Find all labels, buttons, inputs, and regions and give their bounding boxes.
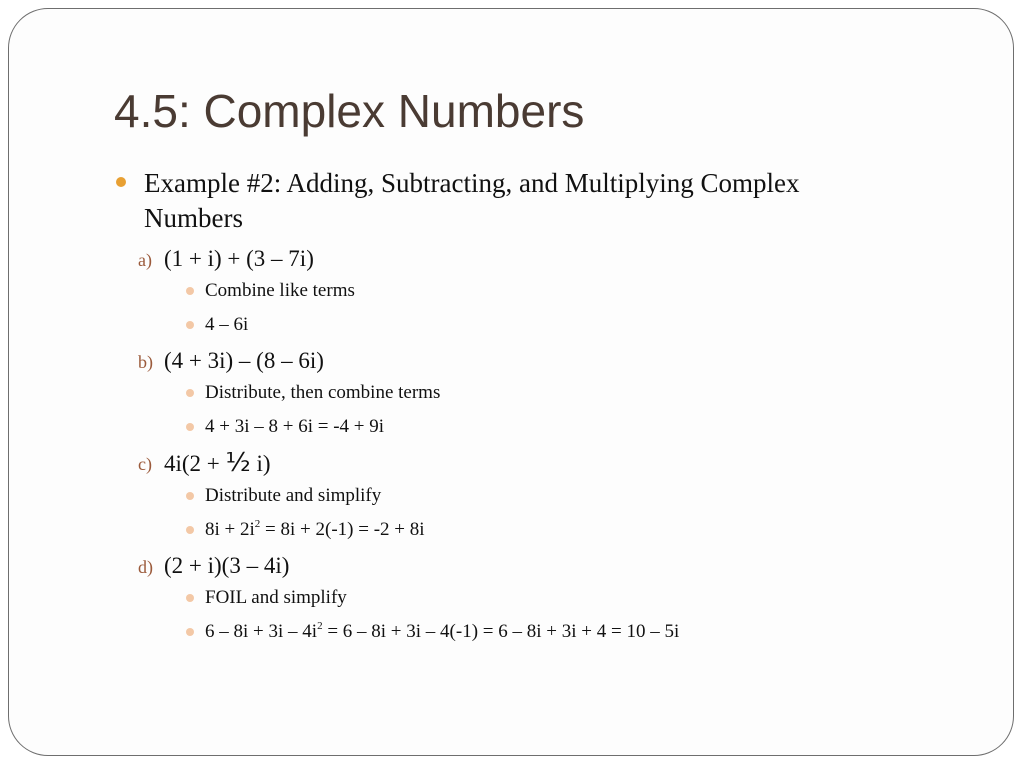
example-d-step-2-pre: 6 – 8i + 3i – 4i xyxy=(205,621,318,642)
sub-bullet-dot-icon xyxy=(186,594,194,602)
example-d-step-2 xyxy=(114,619,914,645)
sub-bullet-dot-icon xyxy=(186,423,194,431)
sub-bullet-dot-icon xyxy=(186,492,194,500)
example-b-step-1 xyxy=(114,380,914,406)
example-c-step-1 xyxy=(114,483,914,509)
example-d-expression: (2 + i)(3 – 4i) xyxy=(164,553,290,578)
example-d-step-2-text xyxy=(205,621,679,642)
example-a-expression: (1 + i) + (3 – 7i) xyxy=(164,246,314,271)
example-a-step-1-text: Combine like terms xyxy=(205,280,355,301)
example-d xyxy=(114,551,914,581)
sub-bullet-dot-icon xyxy=(186,628,194,636)
main-bullet-line-2: Numbers xyxy=(144,203,243,233)
example-c-step-2 xyxy=(114,517,914,543)
example-b-step-2 xyxy=(114,414,914,440)
example-c-step-2-pre: 8i + 2i xyxy=(205,519,255,540)
example-b-step-1-text: Distribute, then combine terms xyxy=(205,382,441,403)
main-bullet xyxy=(114,166,914,236)
example-b xyxy=(114,346,914,376)
example-c-expression-end: i) xyxy=(250,451,271,476)
example-a-marker: a) xyxy=(138,250,152,270)
example-c-step-2-post: = 8i + 2(-1) = -2 + 8i xyxy=(260,519,425,540)
example-c-expression-half: ½ xyxy=(225,448,251,478)
example-a-step-2 xyxy=(114,312,914,338)
example-d-step-2-exponent: 2 xyxy=(317,620,323,632)
example-b-step-2-text: 4 + 3i – 8 + 6i = -4 + 9i xyxy=(205,416,385,437)
example-a-step-1 xyxy=(114,278,914,304)
example-d-step-2-post: = 6 – 8i + 3i – 4(-1) = 6 – 8i + 3i + 4 = 10 – 5i xyxy=(322,621,680,642)
example-c xyxy=(114,448,914,479)
slide-title: 4.5: Complex Numbers xyxy=(114,85,585,137)
example-d-marker: d) xyxy=(138,557,153,577)
sub-bullet-dot-icon xyxy=(186,526,194,534)
example-d-step-1 xyxy=(114,585,914,611)
bullet-dot-icon xyxy=(116,177,126,187)
main-bullet-line-1: Example #2: Adding, Subtracting, and Multiplying Complex xyxy=(144,168,800,198)
example-c-step-2-exponent: 2 xyxy=(254,518,261,530)
example-b-expression: (4 + 3i) – (8 – 6i) xyxy=(164,348,324,373)
sub-bullet-dot-icon xyxy=(186,389,194,397)
example-c-step-1-text: Distribute and simplify xyxy=(205,485,382,506)
example-d-step-1-text: FOIL and simplify xyxy=(205,587,347,608)
example-c-expression xyxy=(164,448,271,478)
sub-bullet-dot-icon xyxy=(186,321,194,329)
sub-bullet-dot-icon xyxy=(186,287,194,295)
example-c-expression-start: 4i(2 + xyxy=(164,451,226,476)
example-a-step-2-text: 4 – 6i xyxy=(205,314,249,335)
example-c-step-2-text xyxy=(205,519,425,540)
example-b-marker: b) xyxy=(138,352,153,372)
example-a xyxy=(114,244,914,274)
slide-content xyxy=(114,166,914,653)
example-c-marker: c) xyxy=(138,454,152,474)
